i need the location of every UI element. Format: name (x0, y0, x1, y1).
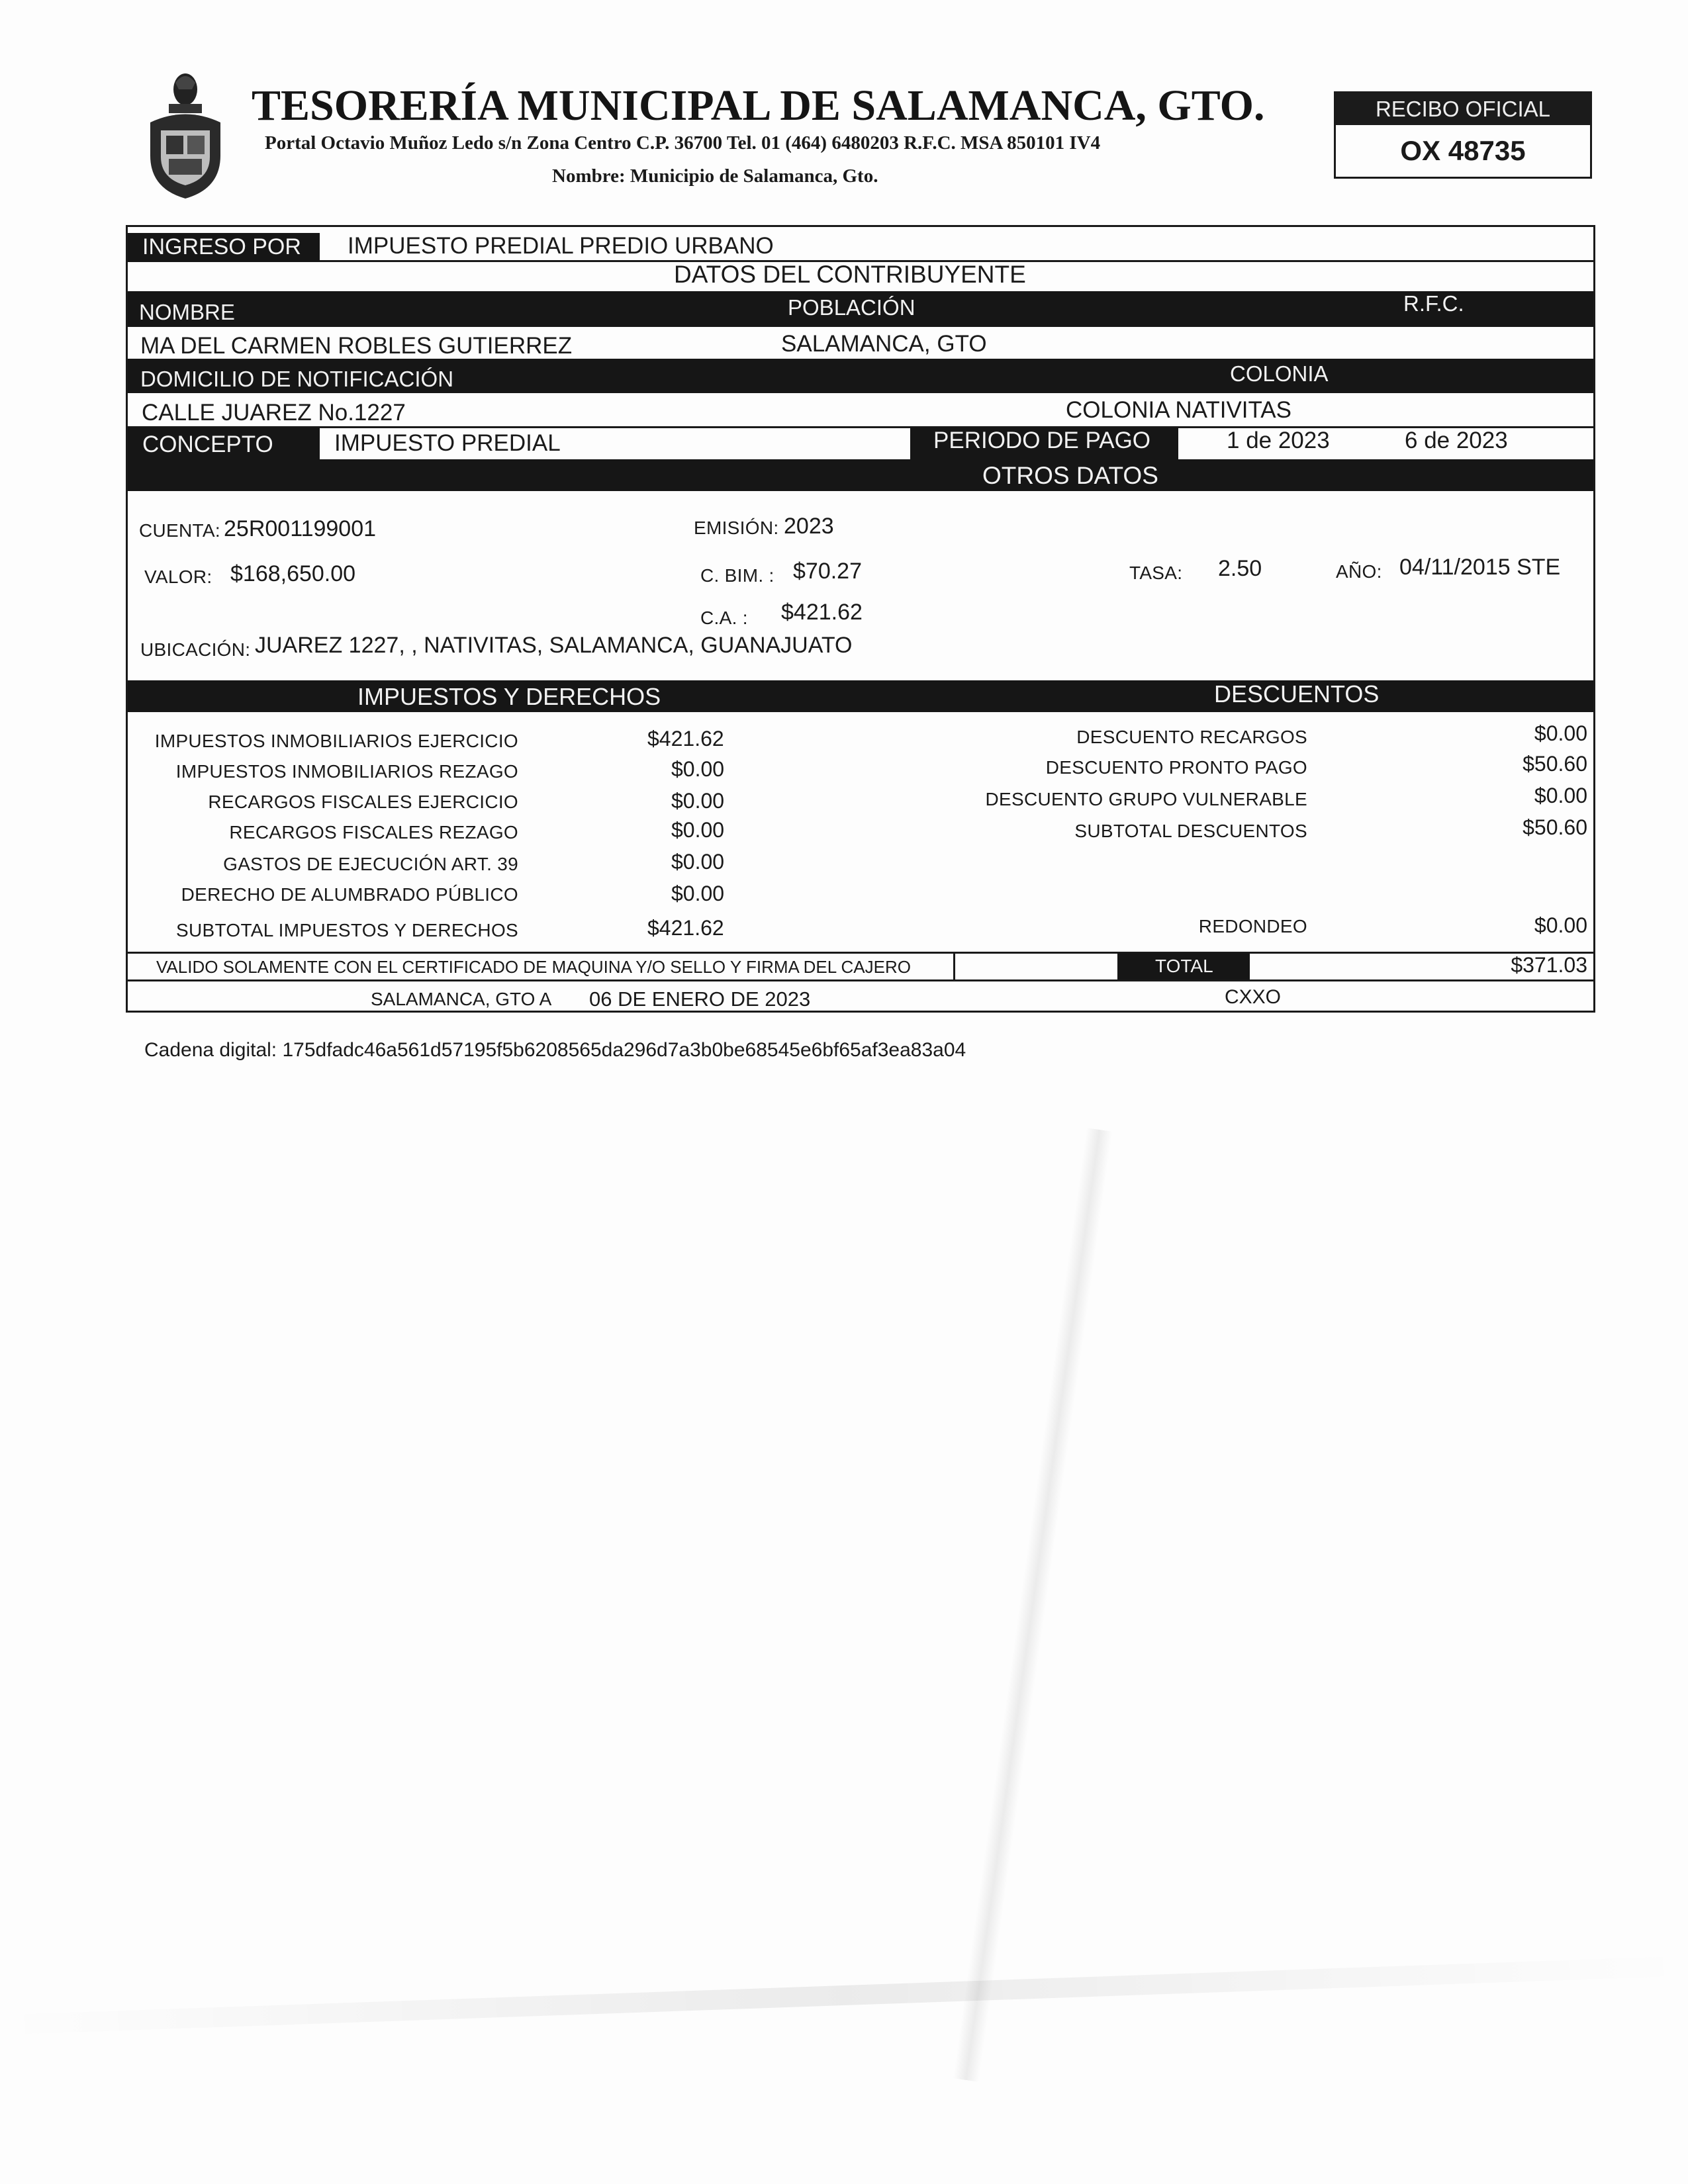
descuento-row-value: $50.60 (1523, 752, 1587, 776)
impuestos-title: IMPUESTOS Y DERECHOS (357, 683, 661, 710)
row-divider (128, 979, 1593, 981)
descuento-row-label: DESCUENTO RECARGOS (1076, 727, 1307, 747)
impuesto-row-value: $0.00 (671, 757, 725, 781)
periodo-label: PERIODO DE PAGO (933, 428, 1151, 453)
row-divider (128, 952, 1593, 954)
header-address: Portal Octavio Muñoz Ledo s/n Zona Centro C.P. 36700 Tel. 01 (464) 6480203 R.F.C. MSA 850101 IV4 (265, 132, 1101, 154)
descuento-subtotal-value: $50.60 (1523, 815, 1587, 839)
impuesto-row-value: $421.62 (647, 727, 724, 751)
rfc-label: R.F.C. (1403, 291, 1464, 316)
valid-text: VALIDO SOLAMENTE CON EL CERTIFICADO DE MAQUINA Y/O SELLO Y FIRMA DEL CAJERO (156, 957, 911, 977)
otros-header-bar (128, 459, 1593, 491)
impuesto-row-label: DERECHO DE ALUMBRADO PÚBLICO (181, 884, 518, 905)
impuesto-row-value: $0.00 (671, 850, 725, 874)
cadena-digital: Cadena digital: 175dfadc46a561d57195f5b6208565da296d7a3b0be68545e6bf65af3ea83a04 (144, 1039, 966, 1061)
descuento-row-label: DESCUENTO PRONTO PAGO (1045, 757, 1307, 778)
contribuyente-title: DATOS DEL CONTRIBUYENTE (674, 261, 1026, 288)
receipt-box (1334, 91, 1592, 179)
ingreso-label: INGRESO POR (142, 234, 301, 259)
paper-crease (0, 1956, 1687, 2035)
header-title: TESORERÍA MUNICIPAL DE SALAMANCA, GTO. (252, 81, 1265, 130)
impuesto-row-value: $0.00 (671, 789, 725, 813)
ingreso-value: IMPUESTO PREDIAL PREDIO URBANO (348, 233, 774, 259)
header-name-line: Nombre: Municipio de Salamanca, Gto. (552, 165, 878, 187)
poblacion-value: SALAMANCA, GTO (781, 331, 987, 357)
concepto-label: CONCEPTO (142, 432, 273, 457)
cuenta-value: 25R001199001 (224, 516, 377, 541)
total-label: TOTAL (1155, 956, 1213, 976)
nombre-value: MA DEL CARMEN ROBLES GUTIERREZ (140, 333, 573, 359)
impuesto-row-label: IMPUESTOS INMOBILIARIOS REZAGO (175, 761, 518, 782)
anio-value: 04/11/2015 STE (1399, 555, 1561, 580)
tasa-label: TASA: (1129, 563, 1183, 583)
cbim-label: C. BIM. : (700, 565, 774, 586)
cuenta-label: CUENTA: (139, 520, 220, 541)
impuesto-subtotal-label: SUBTOTAL IMPUESTOS Y DERECHOS (176, 920, 518, 940)
descuento-row-value: $0.00 (1534, 784, 1587, 807)
domicilio-label: DOMICILIO DE NOTIFICACIÓN (140, 367, 454, 391)
colonia-value: COLONIA NATIVITAS (1066, 397, 1291, 423)
cbim-value: $70.27 (793, 559, 862, 584)
descuento-subtotal-label: SUBTOTAL DESCUENTOS (1074, 821, 1307, 841)
colonia-label: COLONIA (1230, 361, 1329, 386)
impuesto-row-label: IMPUESTOS INMOBILIARIOS EJERCICIO (154, 731, 518, 751)
domicilio-value: CALLE JUAREZ No.1227 (142, 400, 406, 426)
periodo-desde: 1 de 2023 (1227, 428, 1330, 453)
impuesto-row-value: $0.00 (671, 882, 725, 905)
receipt-label: RECIBO OFICIAL (1336, 93, 1590, 125)
poblacion-label: POBLACIÓN (788, 295, 915, 320)
col-divider (953, 953, 955, 979)
descuento-row-value: $0.00 (1534, 721, 1587, 745)
emision-value: 2023 (784, 514, 834, 539)
impuesto-row-label: RECARGOS FISCALES REZAGO (229, 822, 518, 842)
impuesto-subtotal-value: $421.62 (647, 916, 724, 940)
receipt-number: OX 48735 (1400, 135, 1526, 166)
ubicacion-value: JUAREZ 1227, , NATIVITAS, SALAMANCA, GUANAJUATO (255, 633, 853, 658)
impuesto-row-label: RECARGOS FISCALES EJERCICIO (208, 792, 518, 812)
total-value: $371.03 (1511, 953, 1587, 977)
periodo-hasta: 6 de 2023 (1405, 428, 1508, 453)
tasa-value: 2.50 (1218, 556, 1262, 581)
descuento-row-label: DESCUENTO GRUPO VULNERABLE (985, 789, 1307, 809)
impuesto-row-value: $0.00 (671, 818, 725, 842)
paper-crease (953, 1128, 1112, 2081)
anio-label: AÑO: (1336, 561, 1382, 582)
valor-value: $168,650.00 (230, 561, 356, 586)
otros-title: OTROS DATOS (982, 462, 1158, 489)
municipal-coat-of-arms-icon (142, 69, 228, 202)
ubicacion-label: UBICACIÓN: (140, 639, 251, 660)
place-text: SALAMANCA, GTO A (371, 989, 552, 1009)
ca-label: C.A. : (700, 608, 748, 628)
nombre-label: NOMBRE (139, 300, 235, 324)
date-text: 06 DE ENERO DE 2023 (589, 987, 811, 1011)
ca-value: $421.62 (781, 600, 863, 625)
emision-label: EMISIÓN: (694, 518, 779, 538)
redondeo-value: $0.00 (1534, 913, 1587, 937)
row-divider (128, 426, 1593, 428)
descuentos-title: DESCUENTOS (1214, 680, 1380, 707)
valor-label: VALOR: (144, 567, 212, 587)
impuesto-row-label: GASTOS DE EJECUCIÓN ART. 39 (223, 854, 518, 874)
concepto-value: IMPUESTO PREDIAL (334, 430, 561, 456)
redondeo-label: REDONDEO (1198, 916, 1307, 936)
cashier-text: CXXO (1225, 986, 1282, 1008)
